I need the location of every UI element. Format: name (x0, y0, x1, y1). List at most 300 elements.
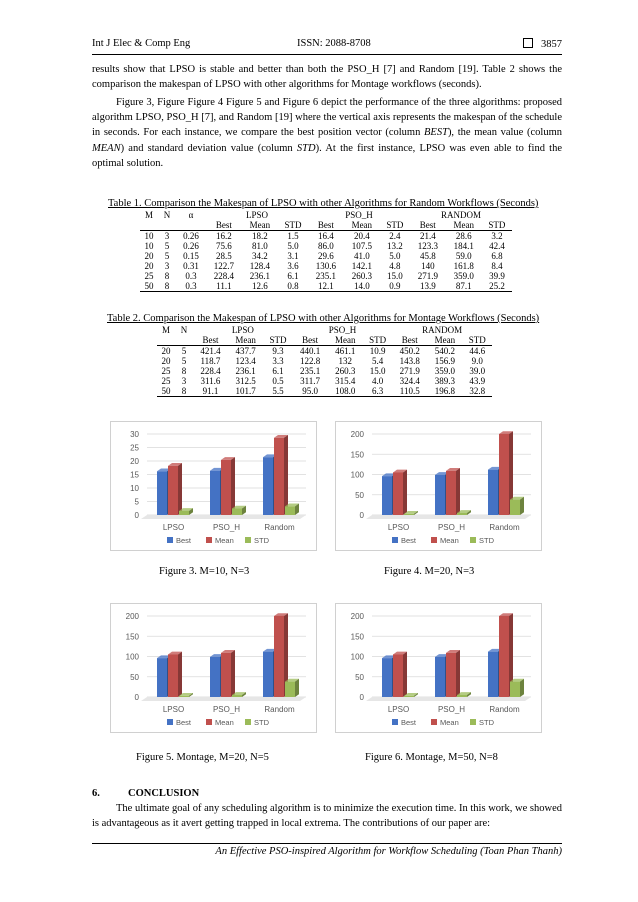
bar-side (178, 652, 182, 697)
table2-group-header: M N LPSO PSO_H RANDOM (161, 325, 463, 335)
legend-label-mean: Mean (440, 718, 459, 727)
table-cell: 0.26 (183, 231, 199, 241)
bar-front (157, 471, 167, 515)
legend-swatch-std (245, 537, 251, 543)
legend-swatch-std (470, 537, 476, 543)
table-cell: 311.6 (200, 376, 221, 386)
bar-mean-lpso (393, 470, 407, 515)
table-cell: 15.0 (369, 366, 386, 376)
column-header: Mean (242, 220, 278, 231)
bar-front (285, 682, 295, 697)
table-cell: 271.9 (417, 271, 438, 281)
bar-front (446, 471, 456, 515)
table-cell: 311.7 (300, 376, 321, 386)
legend-label-best: Best (176, 718, 192, 727)
table-cell: 20 (144, 261, 154, 271)
bar-front (263, 457, 273, 515)
y-tick-label: 10 (130, 484, 139, 493)
bar-front (274, 438, 284, 515)
table-cell: 4.0 (371, 376, 384, 386)
y-tick-label: 0 (134, 511, 139, 520)
table-row (157, 346, 492, 357)
bar-std-pso_h (232, 506, 246, 515)
bar-std-random (285, 504, 299, 515)
table-cell: 43.9 (469, 376, 486, 386)
table-cell: 236.1 (235, 366, 256, 376)
y-tick-label: 50 (355, 672, 364, 682)
column-header: Mean (427, 335, 462, 346)
y-tick-label: 30 (130, 430, 139, 439)
x-tick-label: LPSO (162, 523, 185, 532)
x-tick-label: Random (264, 523, 295, 532)
y-tick-label: 50 (355, 490, 364, 500)
table-cell: 3.6 (287, 261, 299, 271)
table-cell: 271.9 (399, 366, 420, 376)
chart-floor (141, 697, 306, 701)
chart-floor (141, 515, 306, 519)
column-header: Best (410, 220, 446, 231)
bar-front (404, 696, 414, 697)
table1-group-header: M N α LPSO PSO_H RANDOM (144, 210, 481, 220)
bar-mean-random (274, 435, 288, 515)
table-cell: 128.4 (249, 261, 270, 271)
column-header: STD (380, 220, 410, 231)
column-header: STD (482, 220, 512, 231)
bar-side (295, 679, 299, 697)
table-cell: 2.4 (389, 231, 401, 241)
table-cell: 20.4 (353, 231, 370, 241)
bar-side (456, 650, 460, 697)
table-cell: 16.4 (317, 231, 334, 241)
table-cell: 5.0 (287, 241, 299, 251)
table-cell: 260.3 (335, 366, 356, 376)
y-tick-label: 50 (130, 672, 139, 682)
running-header (92, 36, 562, 55)
table-cell: 10.9 (369, 346, 386, 356)
bar-front (446, 653, 456, 697)
table-cell: 34.2 (251, 251, 268, 261)
figure5-svg (111, 604, 316, 732)
table-cell: 123.3 (417, 241, 438, 251)
table-cell: 359.0 (434, 366, 456, 376)
figure6-svg (336, 604, 541, 732)
table-cell: 8 (175, 386, 193, 397)
table-cell: 130.6 (315, 261, 336, 271)
bar-side (231, 457, 235, 515)
table-cell: 9.0 (471, 356, 483, 366)
table-cell: 315.4 (335, 376, 356, 386)
bar-side (284, 435, 288, 515)
bar-front (210, 657, 220, 697)
legend-label-best: Best (401, 536, 417, 545)
legend-label-best: Best (176, 536, 192, 545)
table-cell: 29.6 (317, 251, 334, 261)
bar-mean-lpso (168, 652, 182, 697)
legend-swatch-mean (206, 537, 212, 543)
bar-side (403, 652, 407, 697)
table-cell: 8 (181, 366, 187, 376)
table-cell: 21.4 (419, 231, 436, 241)
bar-mean-pso_h (221, 650, 235, 697)
table-cell: 3 (164, 231, 170, 241)
table-cell: 28.6 (455, 231, 472, 241)
table-cell: 6.8 (491, 251, 503, 261)
column-header: Best (392, 335, 427, 346)
table-cell: 81.0 (251, 241, 268, 251)
legend-swatch-best (392, 537, 398, 543)
y-tick-label: 100 (350, 652, 364, 662)
y-tick-label: 200 (350, 430, 364, 439)
table-cell: 16.2 (216, 231, 232, 241)
table-cell: 8.4 (491, 261, 503, 271)
table-cell: 122.7 (213, 261, 234, 271)
bar-side (520, 679, 524, 697)
table1-caption: Table 1. Comparison the Makespan of LPSO with other Algorithms for Random Workflows (Seconds) (108, 198, 539, 209)
table-cell: 324.4 (399, 376, 420, 386)
x-tick-label: PSO_H (212, 523, 241, 532)
table-cell: 45.8 (419, 251, 436, 261)
table-cell: 11.1 (206, 281, 242, 292)
table-cell: 156.9 (434, 356, 456, 366)
table-row (140, 251, 512, 261)
section-heading: 6. CONCLUSION (92, 788, 200, 799)
bar-front (499, 434, 509, 515)
bar-front (510, 682, 520, 697)
table-row (140, 241, 512, 251)
x-tick-label: Random (489, 705, 520, 714)
table-cell: 20 (144, 251, 154, 261)
chart-floor (366, 697, 531, 701)
table-cell: 0.5 (272, 376, 284, 386)
table-cell: 5.5 (263, 386, 292, 397)
figure5-caption: Figure 5. Montage, M=20, N=5 (136, 752, 269, 763)
figure4-svg (336, 422, 541, 550)
table-row (140, 261, 512, 271)
bar-front (404, 514, 414, 515)
x-tick-label: Random (264, 705, 295, 714)
table-cell: 235.1 (299, 366, 321, 376)
bar-front (499, 616, 509, 697)
bar-front (393, 472, 403, 515)
table-cell: 13.2 (387, 241, 403, 251)
table-cell: 59.0 (455, 251, 472, 261)
y-tick-label: 0 (359, 511, 364, 520)
bar-front (168, 466, 178, 515)
x-tick-label: PSO_H (212, 705, 241, 714)
table-row (140, 231, 512, 242)
table-cell: 540.2 (434, 346, 456, 356)
column-header: STD (278, 220, 308, 231)
table-cell: 25 (161, 376, 171, 386)
bar-mean-lpso (393, 652, 407, 697)
table-cell: 50 (140, 281, 158, 292)
table1-subheader (140, 220, 512, 231)
table-cell: 20 (161, 356, 171, 366)
table-cell: 5.4 (371, 356, 384, 366)
table-cell: 32.8 (463, 386, 492, 397)
table-cell: 6.3 (363, 386, 392, 397)
table-cell: 110.5 (392, 386, 427, 397)
legend-swatch-mean (431, 537, 437, 543)
table-cell: 312.5 (235, 376, 256, 386)
bar-mean-pso_h (446, 650, 460, 697)
legend-label-mean: Mean (215, 536, 234, 545)
y-tick-label: 15 (130, 470, 139, 480)
table-cell: 421.4 (200, 346, 221, 356)
table-cell: 118.7 (200, 356, 221, 366)
table-cell: 0.31 (183, 261, 199, 271)
bar-front (382, 476, 392, 515)
y-tick-label: 100 (125, 652, 139, 662)
bar-side (403, 470, 407, 515)
table-cell: 5.0 (389, 251, 401, 261)
figure6-caption: Figure 6. Montage, M=50, N=8 (365, 752, 498, 763)
table-cell: 450.2 (399, 346, 420, 356)
table-cell: 5 (181, 356, 187, 366)
journal-name: Int J Elec & Comp Eng (92, 38, 191, 49)
y-tick-label: 20 (130, 457, 139, 466)
table-cell: 123.4 (235, 356, 256, 366)
conclusion-paragraph: The ultimate goal of any scheduling algorithm is to minimize the execution time. In this work, we showed is advantageous as it avert getting trapped in local extrema. The contributions of our paper are: (92, 803, 562, 830)
bar-mean-pso_h (446, 468, 460, 515)
table-cell: 15.0 (387, 271, 403, 281)
table-cell: 260.3 (351, 271, 372, 281)
x-tick-label: LPSO (387, 523, 410, 532)
legend-label-best: Best (401, 718, 417, 727)
column-header: STD (463, 335, 492, 346)
table-cell: 5 (181, 346, 187, 356)
figure3-caption: Figure 3. M=10, N=3 (159, 566, 250, 577)
table-cell: 108.0 (328, 386, 363, 397)
table-cell: 10 (144, 241, 154, 251)
table2 (157, 325, 492, 397)
bar-mean-pso_h (221, 457, 235, 515)
bar-front (168, 654, 178, 697)
table-cell: 86.0 (317, 241, 334, 251)
table-cell: 228.4 (200, 366, 221, 376)
bar-front (221, 460, 231, 515)
legend-label-std: STD (479, 536, 494, 545)
bar-front (382, 658, 392, 697)
x-tick-label: LPSO (162, 705, 185, 714)
table-cell: 3.1 (287, 251, 299, 261)
table-cell: 3.3 (272, 356, 284, 366)
bar-std-random (510, 497, 524, 515)
table-cell: 143.8 (399, 356, 420, 366)
table-cell: 12.6 (242, 281, 278, 292)
figure5-chart (110, 603, 317, 733)
y-tick-label: 100 (350, 470, 364, 480)
table-cell: 6.1 (272, 366, 284, 376)
table-cell: 25.2 (482, 281, 512, 292)
table-cell: 235.1 (315, 271, 336, 281)
table-cell: 39.0 (469, 366, 486, 376)
bar-mean-lpso (168, 463, 182, 515)
legend-label-std: STD (254, 718, 269, 727)
table-cell: 41.0 (353, 251, 370, 261)
y-tick-label: 0 (134, 693, 139, 702)
y-tick-label: 150 (350, 632, 364, 642)
bar-front (285, 506, 295, 515)
table-cell: 132 (338, 356, 352, 366)
x-tick-label: PSO_H (437, 523, 466, 532)
column-header: Best (193, 335, 228, 346)
page-number: 3857 (523, 38, 562, 50)
legend-swatch-best (167, 719, 173, 725)
y-tick-label: 200 (350, 612, 364, 621)
table1 (140, 210, 512, 292)
table-cell: 3.2 (491, 231, 503, 241)
table-row (157, 376, 492, 386)
bar-front (393, 654, 403, 697)
table-cell: 25 (161, 366, 171, 376)
y-tick-label: 5 (134, 497, 139, 507)
table-cell: 8 (164, 271, 170, 281)
x-tick-label: Random (489, 523, 520, 532)
bar-front (232, 695, 242, 697)
table-cell: 122.8 (299, 356, 321, 366)
table-cell: 161.8 (453, 261, 474, 271)
table-row (157, 356, 492, 366)
table-cell: 461.1 (335, 346, 356, 356)
figure6-chart (335, 603, 542, 733)
table-cell: 12.1 (308, 281, 344, 292)
column-header: STD (363, 335, 392, 346)
table-row (140, 271, 512, 281)
table-cell: 228.4 (213, 271, 234, 281)
table-cell: 140 (421, 261, 435, 271)
table-cell: 4.8 (389, 261, 401, 271)
bar-std-random (285, 679, 299, 697)
table-cell: 8 (158, 281, 176, 292)
table-cell: 14.0 (344, 281, 380, 292)
bar-front (221, 653, 231, 697)
column-header: Mean (446, 220, 482, 231)
table-cell: 0.26 (183, 241, 199, 251)
square-icon (523, 38, 533, 48)
table2-subheader (157, 335, 492, 346)
table-row (157, 366, 492, 376)
bar-front (274, 616, 284, 697)
chart-floor (366, 515, 531, 519)
bar-front (457, 695, 467, 697)
y-tick-label: 200 (125, 612, 139, 621)
legend-label-mean: Mean (440, 536, 459, 545)
table-cell: 1.5 (287, 231, 299, 241)
table-cell: 0.8 (278, 281, 308, 292)
bar-front (435, 657, 445, 697)
table-cell: 0.3 (176, 281, 206, 292)
table-cell: 5 (164, 241, 170, 251)
x-tick-label: PSO_H (437, 705, 466, 714)
table-cell: 18.2 (251, 231, 268, 241)
figure-paragraph: Figure 3, Figure Figure 4 Figure 5 and Figure 6 depict the performance of the three algorithms: proposed algorithm LPSO, PSO_H [7], and Random [19] where the vertical axis represents the makespan of the schedule in seconds. For each instance, we compare the best position vector (column BEST), the mean value (column MEAN) and standard deviation value (column STD). At the first instance, LPSO was even able to find the optimal solution. (92, 97, 562, 169)
bar-side (178, 463, 182, 515)
table-cell: 9.3 (272, 346, 284, 356)
table-cell: 437.7 (235, 346, 256, 356)
legend-swatch-mean (206, 719, 212, 725)
table-cell: 42.4 (489, 241, 505, 251)
table-cell: 3 (164, 261, 170, 271)
table-cell: 95.0 (293, 386, 328, 397)
column-header: Mean (228, 335, 263, 346)
figure4-chart (335, 421, 542, 551)
bar-front (232, 509, 242, 515)
legend-label-std: STD (254, 536, 269, 545)
table-cell: 196.8 (427, 386, 462, 397)
bar-front (157, 658, 167, 697)
legend-swatch-std (245, 719, 251, 725)
table-cell: 75.6 (216, 241, 232, 251)
running-footer: An Effective PSO-inspired Algorithm for Workflow Scheduling (Toan Phan Thanh) (92, 843, 562, 857)
legend-label-std: STD (479, 718, 494, 727)
table-cell: 25 (144, 271, 154, 281)
table-cell: 3 (181, 376, 187, 386)
bar-front (488, 652, 498, 697)
table-cell: 440.1 (299, 346, 321, 356)
legend-swatch-best (167, 537, 173, 543)
table-cell: 6.1 (287, 271, 299, 281)
bar-side (520, 497, 524, 515)
bar-front (488, 470, 498, 515)
intro-paragraph: results show that LPSO is stable and better than both the PSO_H [7] and Random [19]. Table 2 shows the comparison the makespan of LPSO with other algorithms for Montage workflows (seconds). (92, 64, 562, 91)
column-header: Mean (344, 220, 380, 231)
column-header: Best (206, 220, 242, 231)
table-cell: 20 (161, 346, 171, 356)
column-header: Mean (328, 335, 363, 346)
figure3-chart (110, 421, 317, 551)
bar-front (457, 513, 467, 515)
figure4-caption: Figure 4. M=20, N=3 (384, 566, 475, 577)
table-cell: 359.0 (453, 271, 474, 281)
figure3-svg (111, 422, 316, 550)
table-row (157, 386, 492, 397)
bar-front (210, 471, 220, 515)
bar-side (231, 650, 235, 697)
table-cell: 142.1 (351, 261, 372, 271)
bar-front (179, 696, 189, 697)
bar-front (510, 500, 520, 515)
table-cell: 39.9 (489, 271, 505, 281)
legend-swatch-std (470, 719, 476, 725)
column-header: Best (293, 335, 328, 346)
table-cell: 389.3 (434, 376, 456, 386)
bar-front (263, 652, 273, 697)
column-header: Best (308, 220, 344, 231)
table-cell: 28.5 (216, 251, 232, 261)
table-cell: 0.9 (380, 281, 410, 292)
table-cell: 184.1 (453, 241, 474, 251)
table-cell: 13.9 (410, 281, 446, 292)
bar-std-random (510, 679, 524, 697)
table-cell: 5 (164, 251, 170, 261)
bar-side (456, 468, 460, 515)
legend-swatch-best (392, 719, 398, 725)
table-cell: 50 (157, 386, 175, 397)
legend-swatch-mean (431, 719, 437, 725)
y-tick-label: 0 (359, 693, 364, 702)
legend-label-mean: Mean (215, 718, 234, 727)
table-row (140, 281, 512, 292)
y-tick-label: 25 (130, 443, 139, 453)
table-cell: 10 (144, 231, 154, 241)
table-cell: 0.3 (185, 271, 197, 281)
table-cell: 236.1 (249, 271, 270, 281)
bar-front (435, 475, 445, 515)
issn: ISSN: 2088-8708 (297, 38, 371, 49)
bar-front (179, 511, 189, 515)
table-cell: 0.15 (183, 251, 199, 261)
